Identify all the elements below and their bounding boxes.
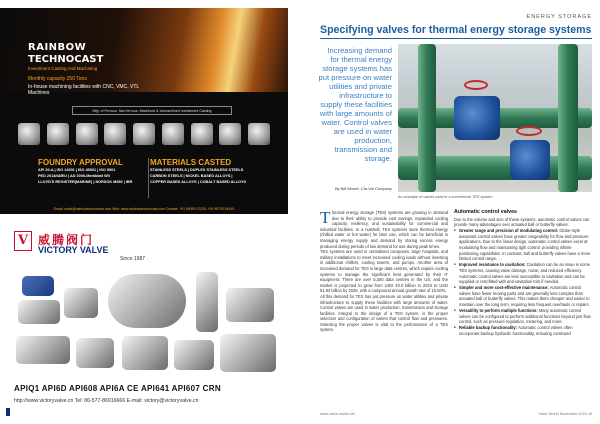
list-item [454, 325, 592, 336]
article-standfirst: Increasing demand for thermal energy storage systems has put pressure on water utilities and private infrastructure to supply these facilities with large amounts of water. Control valves are used in water production, transmission and storage. [318, 46, 392, 163]
list-item-lead: Simpler and more cost-effective maintenance: [459, 285, 549, 291]
foundry-advertisement[interactable] [0, 8, 288, 214]
cast-part-image [47, 123, 69, 145]
foundry-brand-line1: RAINBOW [28, 42, 87, 53]
valve-certifications: APIQ1 API6D API608 API6A CE API641 API607 CRN [14, 384, 221, 393]
cast-part-image [133, 123, 155, 145]
valve-ad-accent-bar [6, 408, 10, 416]
pipe-image [418, 44, 436, 192]
list-item-lead: Versatility to perform multiple functions: [459, 308, 538, 314]
article-title: Specifying valves for thermal energy storage systems [320, 24, 592, 36]
subheading: Automatic control valves [454, 209, 517, 215]
valve-body-image [18, 300, 60, 324]
article-paragraph: All this demand for TES has put pressure on water utilities and private infrastructure to supply these facilities with large amounts of water. Control valves are used in water production, transmission and storage facilities. Integral to the design of a TES system, is the proper selection and configuration of valves that control flow and pressures. Selecting the proper valves is vital to the performance of a TES system. [320, 293, 448, 333]
handwheel-image [516, 126, 542, 136]
materials-heading: MATERIALS CASTED [150, 158, 232, 167]
valve-products-image [12, 266, 282, 378]
materials-line: CARBON STEELS | NICKEL BASED ALLOYS | [150, 174, 233, 178]
article-column-2 [454, 210, 592, 337]
foundry-approval-line: LLOYD'S REGISTER(MARINE) | NORSOK M650 | IBR [38, 180, 133, 184]
foundry-divider [148, 158, 149, 198]
valve-body-image [64, 288, 98, 318]
victory-valve-since: Since 1987 [120, 256, 146, 262]
cast-part-image [18, 123, 40, 145]
cast-part-image [191, 123, 213, 145]
foundry-capacity: Monthly capacity 250 Tons [28, 76, 87, 82]
control-valve-image [510, 140, 550, 180]
photo-caption: An example of valves used in a commercial TES system [398, 195, 493, 199]
gate-valve-image [196, 272, 218, 332]
list-item-text: Many automatic control valves can be configured to perform additional functions beyond just flow control, such as pressure regulation, metering, and more. [459, 308, 591, 325]
drop-cap: T [320, 208, 331, 227]
article-column-1 [320, 210, 448, 333]
materials-line: COPPER BASED ALLOYS | COBALT BASED ALLOYS [150, 180, 247, 184]
folio-url: www.valve-world.net [320, 412, 355, 416]
ball-valve-image [108, 274, 186, 328]
section-label: ENERGY STORAGE [526, 14, 592, 20]
cast-part-image [76, 123, 98, 145]
foundry-approval-block [38, 158, 148, 185]
control-valve-image [454, 96, 500, 140]
valve-body-image [76, 338, 114, 368]
list-item [454, 228, 592, 262]
materials-line: STAINLESS STEELS | DUPLEX STAINLESS STEELS [150, 168, 244, 172]
list-item-lead: Improved resistance to cavitation: [459, 262, 526, 268]
foundry-approval-line: API 20-A | ISO 14001 | ISO 45001 | ISO 9001 [38, 168, 116, 172]
pipe-image [558, 44, 578, 192]
list-item [454, 308, 592, 325]
article-paragraph: hermal energy storage (TES) systems are growing in demand due to their ability to provide cost savings, expanded cooling capacity, resiliency, and sustainability for commercial and industrial facilities. In a nutshell, TES systems store thermal energy (chilled water or hot water) for later use, which can be beneficial in managing energy supply and demand by storing excess energy produced during periods of low demand for use during peak times. [320, 210, 448, 249]
cast-parts-gallery [18, 118, 270, 150]
cast-part-image [162, 123, 184, 145]
foundry-approval-line: PED 2014/68/EU | AD 2000-Merkblatt W0 [38, 174, 110, 178]
handwheel-image [464, 80, 488, 90]
article-paragraph: TES systems are used in centralised campuses, large hospitals, and military installations to meet increased cooling loads without investing in additional chillers, cooling towers, and pumps. Another area of increased demand for TES is large data centres, which require cooling systems to manage the significant heat generated by their IT equipment. There are over 5,300 data centres in the US, and the market is projected to grow from USD 20.0 billion in 2023 to USD 51.83 billion by 2028, with a compound annual growth rate of 15.50%. [320, 249, 448, 294]
victory-valve-chinese-name: 威腾阀门 [38, 233, 95, 247]
list-item-text: Globe-style automatic control valves have greater rangeability for flow and pressure applications. Due to the linear design, automatic control valves excel at modulating flow and maintaining tight control, providing infinite positioning capabilities. In contrast, ball and butterfly valves have a more limited control range. [459, 228, 591, 262]
list-item-text: Automatic control valves often incorporate backup hydraulic functionality, ensuring continued [459, 325, 573, 336]
victory-valve-english-name: VICTORY VALVE [38, 245, 109, 255]
valve-body-image [220, 334, 276, 372]
cast-part-image [104, 123, 126, 145]
victory-valve-logo-icon: V [14, 231, 32, 251]
list-item-lead: Reliable backup functionality: [459, 325, 518, 331]
list-item [454, 285, 592, 307]
tes-valves-photo [398, 44, 592, 192]
foundry-mfg-note: Mfg. of Ferrous, Non ferrous, Machined & Unmachined Investment Casting [72, 106, 232, 115]
cast-part-image [248, 123, 270, 145]
article-paragraph: Due to the volume and size of these systems, automatic control valves can provide many advantages over actuated ball or butterfly valves: [454, 216, 590, 228]
list-item-text: Automatic control valves have fewer moving parts and are generally less complex than actuated ball or butterfly valves. This makes them cheaper and easier to maintain over the long term, requiring less frequent overhauls or repairs. [459, 285, 590, 307]
folio-page-number: Valve World November 2024 49 [538, 412, 592, 416]
foundry-approval-heading: FOUNDRY APPROVAL [38, 158, 123, 167]
valve-actuator-image [22, 276, 54, 296]
valve-contact-line[interactable]: http://www.victoryvalve.cn Tel: 86-577-86916666 E-mail: victory@victoryvalve.cn [14, 398, 199, 404]
list-item-text: Cavitation can be an issue in some TES systems, causing valve damage, noise, and reduced efficiency. Automatic control valves are less susceptible to cavitation and can be supplied or retrofitted with anti-cavitation trim if needed. [459, 262, 591, 285]
foundry-contact-footer[interactable]: Email: mails@rainbowtechnocast.com Web: www.rainbowtechnocast.com Contact: +91 99099 22325, +91 98793 94449 [53, 207, 235, 211]
valve-advertisement[interactable] [0, 226, 288, 416]
right-page [300, 0, 600, 424]
valve-body-image [226, 288, 274, 322]
title-rule [320, 38, 592, 39]
valve-body-image [122, 336, 168, 370]
valve-body-image [174, 340, 214, 370]
foundry-machining: In-house machining facilities with CNC, VMC, VTL Machines [28, 84, 139, 96]
foundry-tagline: Investment Casting And Machining [28, 66, 98, 71]
materials-block [150, 158, 270, 185]
valve-body-image [16, 336, 70, 364]
list-item [454, 262, 592, 284]
cast-part-image [219, 123, 241, 145]
foundry-brand-line2: TECHNOCAST [28, 54, 104, 65]
article-byline: By Bill Moore, Cla-Val Company [335, 186, 392, 191]
list-item-lead: Greater range and precision of modulating control: [459, 228, 559, 234]
